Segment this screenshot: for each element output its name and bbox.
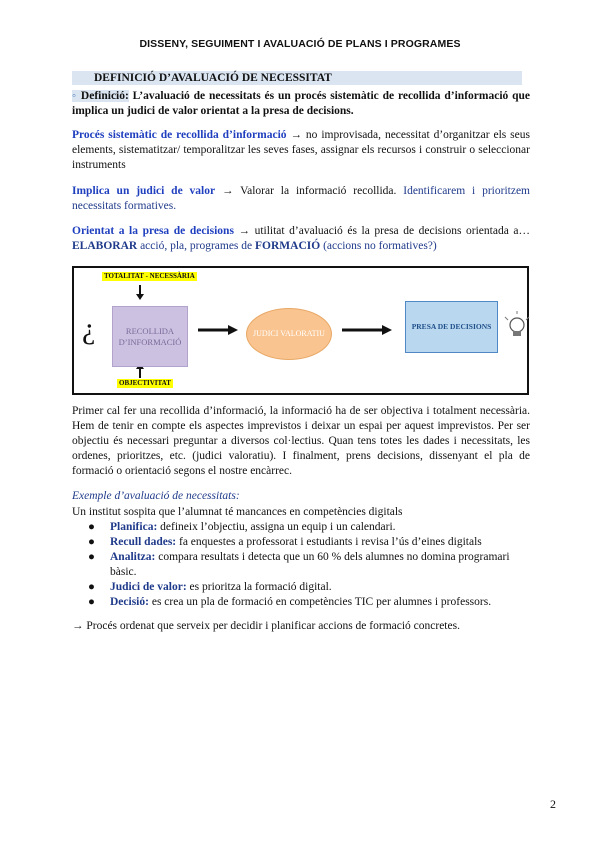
term-judgement: Implica un judici de valor <box>72 185 216 197</box>
paragraph-explanation: Primer cal fer una recollida d’informació, la informació ha de ser objectiva i totalment necessària. Hem de tenir en compte els aspectes imprevistos i deixar un espai per aquest imprevistos. Per ser objectiu és necessari preguntar a diversos col·lectius. Quan tens totes les dades i necessitats, les ordenes, prioritzes, etc. (judici valoratiu). I finalment, prens decisions, dissenyant el pla de formació o orientació segons el nostre encàrrec. <box>72 405 530 477</box>
paragraph-decisions: Orientat a la presa de decisions → utilitat d’avaluació és la presa de decisions orientada a… ELABORAR acció, pla, programes de FORMACIÓ (accions no formatives?) <box>72 225 530 252</box>
tag-objectivity: OBJECTIVITAT <box>119 379 171 387</box>
lightbulb-icon <box>505 311 529 336</box>
example-steps-list <box>72 520 532 610</box>
paragraph-judgement: Implica un judici de valor → Valorar la informació recollida. Identificarem i prioritzem necessitats formatives. <box>72 185 530 212</box>
ellipse-value-judgement: JUDICI VALORATIU <box>246 308 332 360</box>
example-title: Exemple d’avaluació de necessitats: <box>72 490 240 502</box>
example-conclusion: → Procés ordenat que serveix per decidir i planificar accions de formació concretes. <box>72 620 460 632</box>
tag-totality: TOTALITAT - NECESSÀRIA <box>104 272 195 280</box>
definition-label: ◦ Definició: <box>72 90 129 102</box>
list-item: ● Planifica: defineix l’objectiu, assigna un equip i un calendari. <box>88 521 396 533</box>
page-header: DISSENY, SEGUIMENT I AVALUACIÓ DE PLANS I PROGRAMES <box>139 38 461 50</box>
question-mark: ¿ <box>82 312 96 345</box>
bullet-icon: ◦ <box>72 90 78 102</box>
box-decision-making: PRESA DE DECISIONS <box>405 301 498 353</box>
term-decisions: Orientat a la presa de decisions <box>72 225 234 237</box>
section-title: DEFINICIÓ D’AVALUACIÓ DE NECESSITAT <box>72 71 522 85</box>
definition-paragraph: ◦ Definició: L’avaluació de necessitats és un procés sistemàtic de recollida d’informació que implica un judici de valor orientat a la presa de decisions. <box>72 90 531 117</box>
paragraph-process: Procés sistemàtic de recollida d’informació → no improvisada, necessitat d’organitzar els seus elements, sistematitzar/ temporalitzar les seves fases, assignar els recursos i construir o seleccionar instruments <box>72 129 530 171</box>
list-item: ● Analitza: compara resultats i detecta que un 60 % dels alumnes no domina programari bàsic. <box>88 551 510 578</box>
example-intro: Un institut sospita que l’alumnat té mancances en competències digitals <box>72 506 403 518</box>
list-item: ● Decisió: es crea un pla de formació en competències TIC per alumnes i professors. <box>88 596 492 608</box>
box-information-collection: RECOLLIDA D’INFORMACIÓ <box>112 306 188 367</box>
term-process: Procés sistemàtic de recollida d’informació <box>72 129 287 141</box>
list-item: ● Judici de valor: es prioritza la formació digital. <box>88 581 332 593</box>
list-item: ● Recull dades: fa enquestes a professorat i estudiants i revisa l’ús d’eines digitals <box>88 536 482 548</box>
page-number: 2 <box>550 797 556 811</box>
